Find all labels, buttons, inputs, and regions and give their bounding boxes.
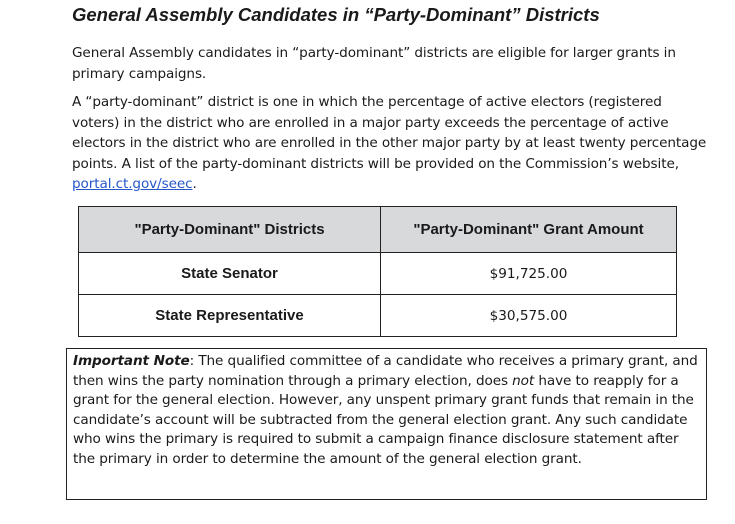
definition-paragraph [72,92,712,195]
district-cell: State Senator [79,253,381,295]
header-districts: "Party-Dominant" Districts [79,207,381,253]
note-text-after: have to reapply for a grant for the general election. However, any unspent primary grant funds that remain in the candidate’s account will be subtracted from the general election grant. Any such candidate who wins the primary is required to submit a campaign finance disclosure statement after the primary in order to determine the amount of the general election grant. [73,372,694,467]
note-emphasis: not [512,372,535,389]
table-row [79,253,677,295]
district-cell: State Representative [79,295,381,337]
section-heading: General Assembly Candidates in “Party-Dominant” Districts [72,4,600,25]
definition-text: A “party-dominant” district is one in which the percentage of active electors (registered voters) in the district who are enrolled in a major party exceeds the percentage of active electors in the district who are enrolled in the other major party by at least twenty percentage points. A list of the party-dominant districts will be provided on the Commission’s website, [72,94,707,172]
amount-cell: $91,725.00 [381,253,677,295]
note-label: Important Note [73,353,190,369]
note-text-before: The qualified committee of a candidate who receives a primary grant, and then wins the party nomination through a primary election, does [73,353,698,389]
table-header-row [79,207,677,253]
header-grant-amount: "Party-Dominant" Grant Amount [381,207,677,253]
amount-cell: $30,575.00 [381,295,677,337]
grant-table [78,206,677,337]
intro-paragraph: General Assembly candidates in “party-dominant” districts are eligible for larger grants in primary campaigns. [72,45,676,82]
seec-website-link[interactable]: portal.ct.gov/seec [72,176,193,192]
table-row [79,295,677,337]
important-note-box [66,348,707,500]
definition-trailing: . [192,176,197,192]
note-colon: : [189,353,195,369]
